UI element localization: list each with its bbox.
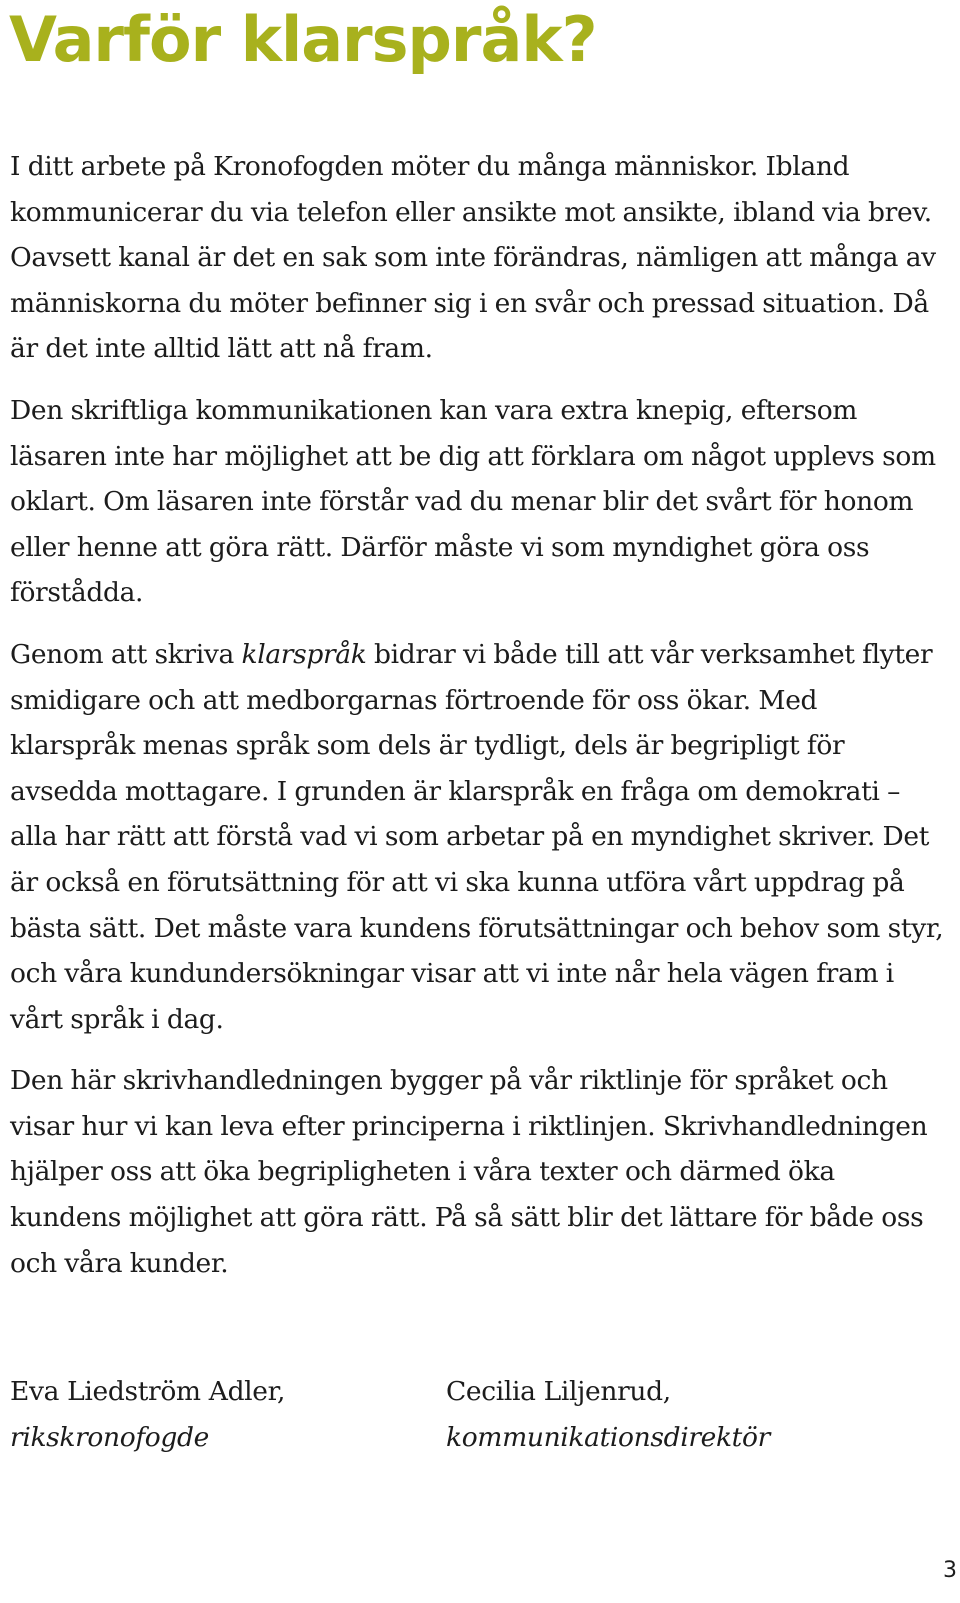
signature-name: Cecilia Liljenrud, — [446, 1376, 671, 1407]
paragraph-text: Genom att skriva — [10, 638, 242, 670]
signature-role: kommunikationsdirektör — [446, 1421, 770, 1453]
body-text — [10, 144, 945, 1302]
signature-role: rikskronofogde — [10, 1421, 209, 1453]
paragraph-text: bidrar vi både till att vår verksamhet flyter smidigare och att medborgarnas förtroende för oss ökar. Med klarspråk menas språk som dels är tydligt, dels är begripligt för avsedda mottagare. I grunden är klarspråk en fråga om demokrati – alla har rätt att förstå vad vi som arbetar på en myndighet skriver. Det är också en förutsättning för att vi ska kunna utföra vårt uppdrag på bästa sätt. Det måste vara kundens förutsättningar och behov som styr, och våra kundundersökningar visar att vi inte når hela vägen fram i vårt språk i dag. — [10, 638, 944, 1035]
emphasized-term: klarspråk — [241, 638, 367, 670]
paragraph-text: I ditt arbete på Kronofogden möter du många människor. Ibland kommunicerar du via telefon eller ansikte mot ansikte, ibland via brev. Oavsett kanal är det en sak som inte förändras, nämligen att många av människorna du möter befinner sig i en svår och pressad situation. Då är det inte alltid lätt att nå fram. — [10, 151, 936, 365]
body-paragraph — [10, 1058, 945, 1286]
body-paragraph — [10, 144, 945, 372]
signature-left — [10, 1369, 285, 1460]
paragraph-text: Den här skrivhandledningen bygger på vår riktlinje för språket och visar hur vi kan leva efter principerna i riktlinjen. Skrivhandledningen hjälper oss att öka begripligheten i våra texter och därmed öka kundens möjlighet att göra rätt. På så sätt blir det lättare för både oss och våra kunder. — [10, 1065, 928, 1279]
signatures — [10, 1369, 945, 1469]
body-paragraph — [10, 388, 945, 616]
signature-right — [446, 1369, 770, 1460]
signature-name: Eva Liedström Adler, — [10, 1376, 286, 1407]
page-title: Varför klarspråk? — [9, 3, 597, 76]
paragraph-text: Den skriftliga kommunikationen kan vara extra knepig, eftersom läsaren inte har möjlighet att be dig att förklara om något upplevs som oklart. Om läsaren inte förstår vad du menar blir det svårt för honom eller henne att göra rätt. Därför måste vi som myndighet göra oss förstådda. — [10, 394, 936, 609]
page-number: 3 — [943, 1558, 957, 1583]
body-paragraph — [10, 632, 945, 1042]
